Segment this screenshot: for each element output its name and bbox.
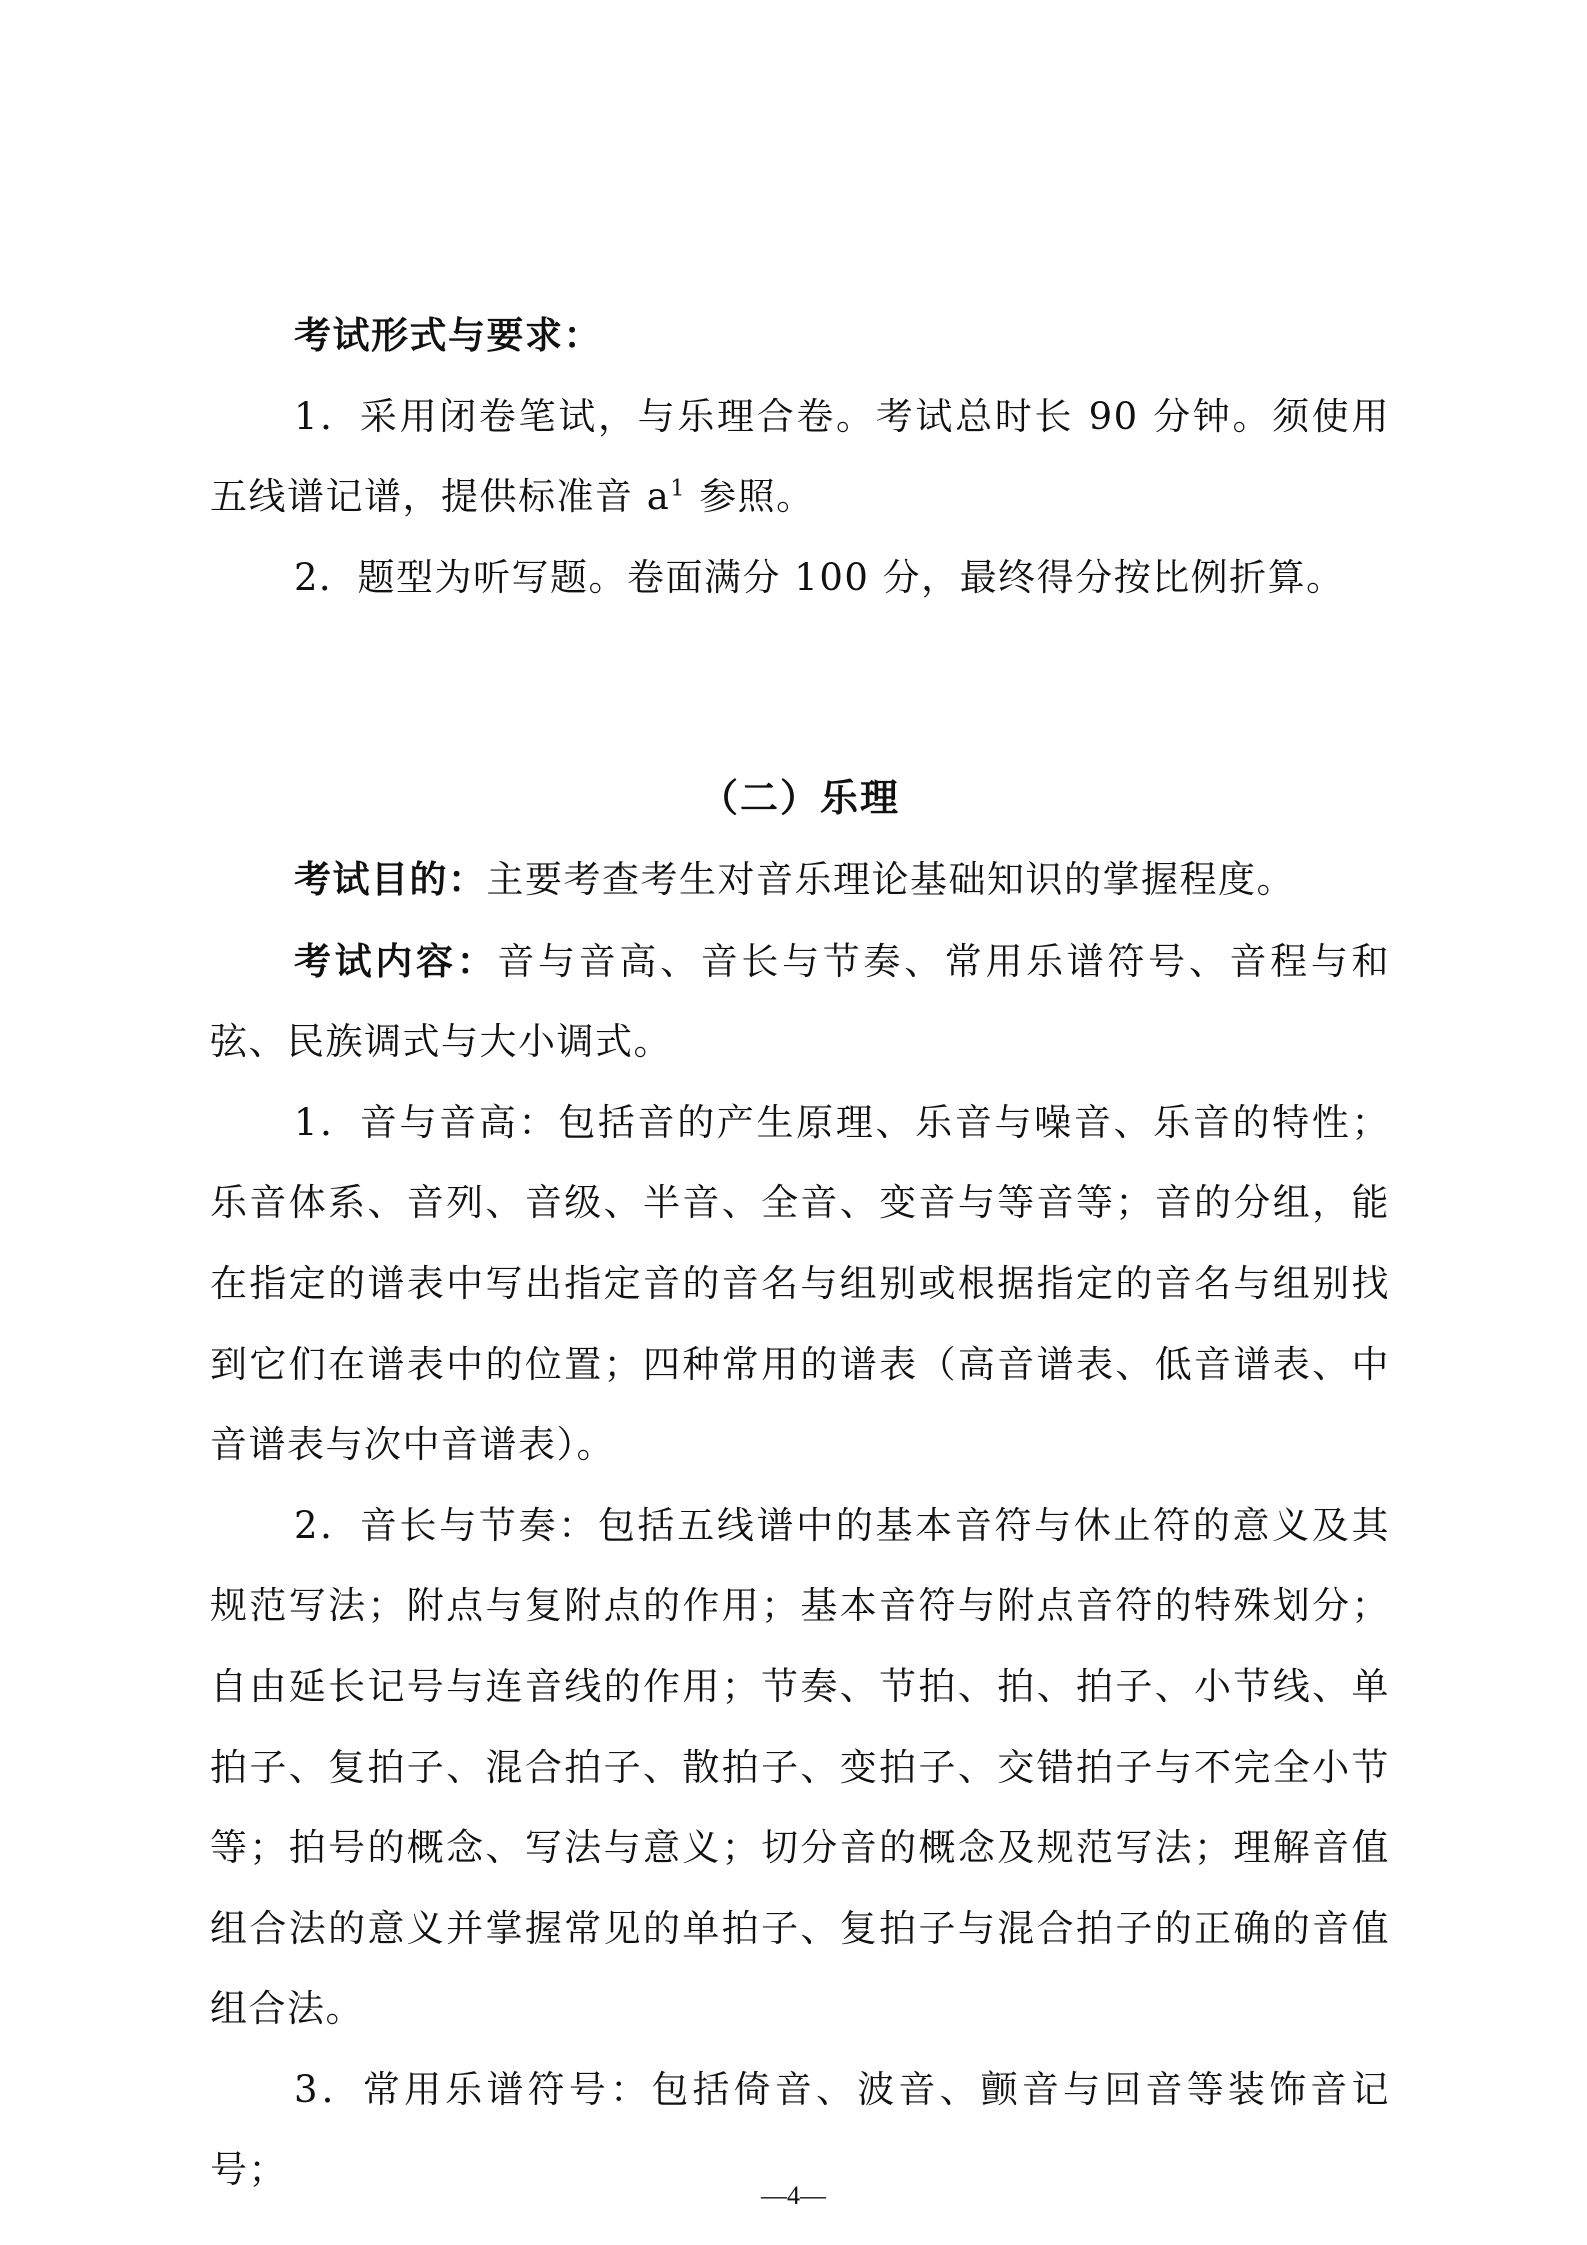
exam-content-text: 音与音高、音长与节奏、常用乐谱符号、音程与和弦、民族调式与大小调式。: [210, 939, 1391, 1064]
section-title: （二）乐理: [699, 776, 900, 821]
exam-content-label: 考试内容：: [294, 938, 498, 983]
exam-format-item-2: 2．题型为听写题。卷面满分 100 分，最终得分按比例折算。: [294, 555, 1345, 599]
superscript-1: 1: [670, 476, 686, 502]
page-number: —4—: [761, 2181, 826, 2210]
exam-format-item-1-prefix: 1．采用闭卷笔试，与乐理合卷。考试总时长 90 分钟。须使用五线谱记谱，提供标准音 a: [210, 394, 1390, 519]
section-gap: [210, 618, 1390, 758]
exam-format-item-1: [210, 377, 1390, 538]
exam-format-item-1-suffix: 参照。: [685, 475, 815, 519]
exam-format-heading-text: 考试形式与要求：: [294, 313, 602, 357]
exam-format-heading: [210, 295, 1390, 377]
content-item-1: 1．音与音高：包括音的产生原理、乐音与噪音、乐音的特性；乐音体系、音列、音级、半音、全音、变音与等音等；音的分组，能在指定的谱表中写出指定音的音名与组别或根据指定的音名与组别找到它们在谱表中的位置；四种常用的谱表（高音谱表、低音谱表、中音谱表与次中音谱表）。: [210, 1100, 1390, 1467]
exam-purpose: [210, 839, 1390, 921]
exam-purpose-text: 主要考查考生对音乐理论基础知识的掌握程度。: [486, 857, 1295, 901]
exam-purpose-label: 考试目的：: [294, 856, 487, 901]
page-content: [210, 295, 1390, 2211]
content-item-3: 3．常用乐谱符号：包括倚音、波音、颤音与回音等装饰音记号；: [210, 2067, 1390, 2192]
exam-content: [210, 921, 1390, 1083]
content-item-2: 2．音长与节奏：包括五线谱中的基本音符与休止符的意义及其规范写法；附点与复附点的作用；基本音符与附点音符的特殊划分；自由延长记号与连音线的作用；节奏、节拍、拍、拍子、小节线、单拍子、复拍子、混合拍子、散拍子、变拍子、交错拍子与不完全小节等；拍号的概念、写法与意义；切分音的概念及规范写法；理解音值组合法的意义并掌握常见的单拍子、复拍子与混合拍子的正确的音值组合法。: [210, 1503, 1390, 2031]
